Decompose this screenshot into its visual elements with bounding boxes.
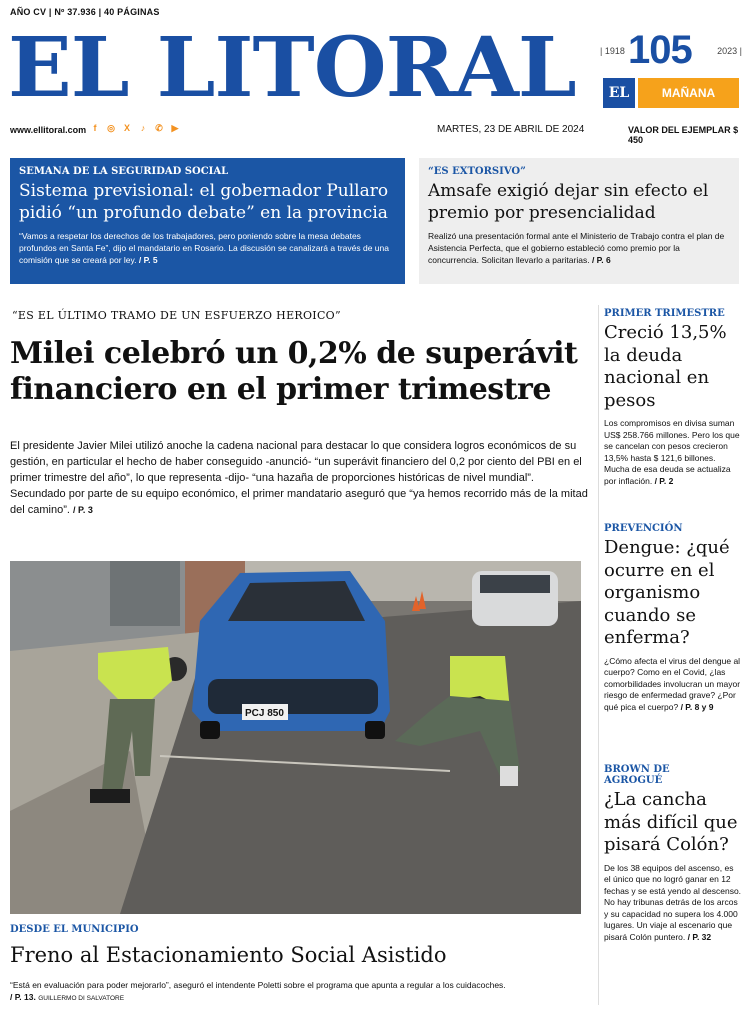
bottom-summary: “Está en evaluación para poder mejorarlo”, aseguró el intendente Poletti sobre el programa que apunta a regular a los cuidacoches. / P. 13. GUILLERMO DI SALVATORE: [10, 980, 506, 1002]
page-reference: / P. 5: [138, 255, 158, 265]
side-kicker: PREVENCIÓN: [604, 523, 683, 534]
story-summary: Realizó una presentación formal ante el Ministerio de Trabajo contra el plan de Asistencia Perfecta, que el gobierno estableció como premio por la concurrencia. Solicitan llevarlo a paritarias. / P. 6: [428, 231, 725, 265]
top-story-right[interactable]: [419, 158, 739, 284]
page-reference: / P. 3: [72, 505, 93, 515]
side-summary: ¿Cómo afecta el virus del dengue al cuerpo? Como en el Covid, ¿las comorbilidades involucran un mayor riesgo de enfermedad grave? ¿Por qué pica el cuerpo? / P. 8 y 9: [604, 655, 741, 712]
story-headline: Sistema previsional: el gobernador Pullaro pidió “un profundo debate” en la provincia: [19, 181, 389, 223]
badge-manana: MAÑANA: [638, 78, 739, 108]
page-reference: / P. 2: [654, 475, 674, 486]
side-headline: ¿La cancha más difícil que pisará Colón?: [604, 789, 738, 855]
story-headline: Amsafe exigió dejar sin efecto el premio por presencialidad: [428, 181, 709, 223]
issue-date: MARTES, 23 DE ABRIL DE 2024: [437, 124, 585, 135]
youtube-icon[interactable]: ▶: [171, 123, 179, 133]
x-icon[interactable]: X: [123, 123, 130, 133]
anniversary-number: 105: [628, 28, 692, 72]
edition-badge: [603, 78, 739, 108]
story-summary: “Vamos a respetar los derechos de los trabajadores, pero poniendo sobre la mesa debates profundos en Santa Fe”, dijo el mandatario en Rosario. La discusión se canalizará a través de una comisión que se creará por ley. / P. 5: [19, 231, 389, 265]
page-reference: / P. 13.: [10, 992, 36, 1002]
facebook-icon[interactable]: f: [93, 123, 97, 133]
column-divider: [598, 305, 599, 1005]
side-story[interactable]: [604, 308, 742, 487]
lead-kicker: “ES EL ÚLTIMO TRAMO DE UN ESFUERZO HEROICO”: [12, 309, 341, 322]
side-kicker: PRIMER TRIMESTRE: [604, 308, 725, 319]
side-story[interactable]: [604, 523, 742, 713]
tiktok-icon[interactable]: ♪: [140, 123, 146, 133]
edition-info: AÑO CV | Nº 37.936 | 40 PÁGINAS: [10, 7, 160, 17]
page-reference: / P. 8 y 9: [680, 701, 714, 712]
anniversary-mark: [600, 28, 742, 72]
page-reference: / P. 32: [687, 931, 712, 942]
instagram-icon[interactable]: ◎: [107, 123, 115, 133]
top-story-left[interactable]: [10, 158, 405, 284]
side-summary: De los 38 equipos del ascenso, es el único que no logró ganar en 12 fechas y se está yendo al descenso. No hay tribunas detrás de los arcos y su capacidad no supera los 4.000 lugares. Un viaje al escenario que pisará Colón puntero. / P. 32: [604, 862, 742, 942]
whatsapp-icon[interactable]: ✆: [155, 123, 163, 133]
side-summary: Los compromisos en divisa suman US$ 258.766 millones. Pero los que se cancelan con pesos crecieron 13,5% hasta $ 121,6 billones. Mucha de esa deuda se actualiza por inflación. / P. 2: [604, 418, 740, 486]
lead-headline[interactable]: Milei celebró un 0,2% de superávit financiero en el primer trimestre: [10, 336, 578, 407]
license-plate: PCJ 850: [245, 708, 284, 719]
story-kicker: “ES EXTORSIVO”: [428, 166, 526, 177]
issue-price: VALOR DEL EJEMPLAR $ 450: [628, 125, 739, 145]
badge-el: EL: [603, 78, 635, 108]
page-reference: / P. 6: [591, 255, 611, 265]
bottom-kicker: DESDE EL MUNICIPIO: [10, 924, 139, 935]
bottom-headline[interactable]: Freno al Estacionamiento Social Asistido: [10, 943, 447, 967]
newspaper-logo: EL LITORAL: [8, 20, 576, 116]
photo-credit: GUILLERMO DI SALVATORE: [38, 995, 125, 1002]
lead-body: El presidente Javier Milei utilizó anoche la cadena nacional para destacar lo que considera logros económicos de su gestión, en particular el hecho de haber conseguido -anunció- “un superávit financiero del 0,2 por ciento del PBI en el primer trimestre del año”, lo que representa -dijo- “una hazaña de proporciones históricas de nivel mundial”. Secundado por parte de su equipo económico, el primer mandatario aseguró que “ya hemos recorrido más de la mitad del camino”. / P. 3: [10, 440, 588, 516]
story-kicker: SEMANA DE LA SEGURIDAD SOCIAL: [19, 166, 229, 177]
side-story[interactable]: [604, 764, 742, 943]
website-link[interactable]: www.ellitoral.com: [10, 125, 87, 135]
social-icons: [90, 123, 180, 133]
anniversary-year-end: 2023 |: [717, 46, 742, 56]
side-headline: Creció 13,5% la deuda nacional en pesos: [604, 322, 727, 411]
side-headline: Dengue: ¿qué ocurre en el organismo cuando se enferma?: [604, 537, 730, 648]
lead-photo: [10, 561, 581, 914]
anniversary-year-start: | 1918: [600, 46, 625, 56]
side-kicker: BROWN DE AGROGUÉ: [604, 764, 670, 786]
